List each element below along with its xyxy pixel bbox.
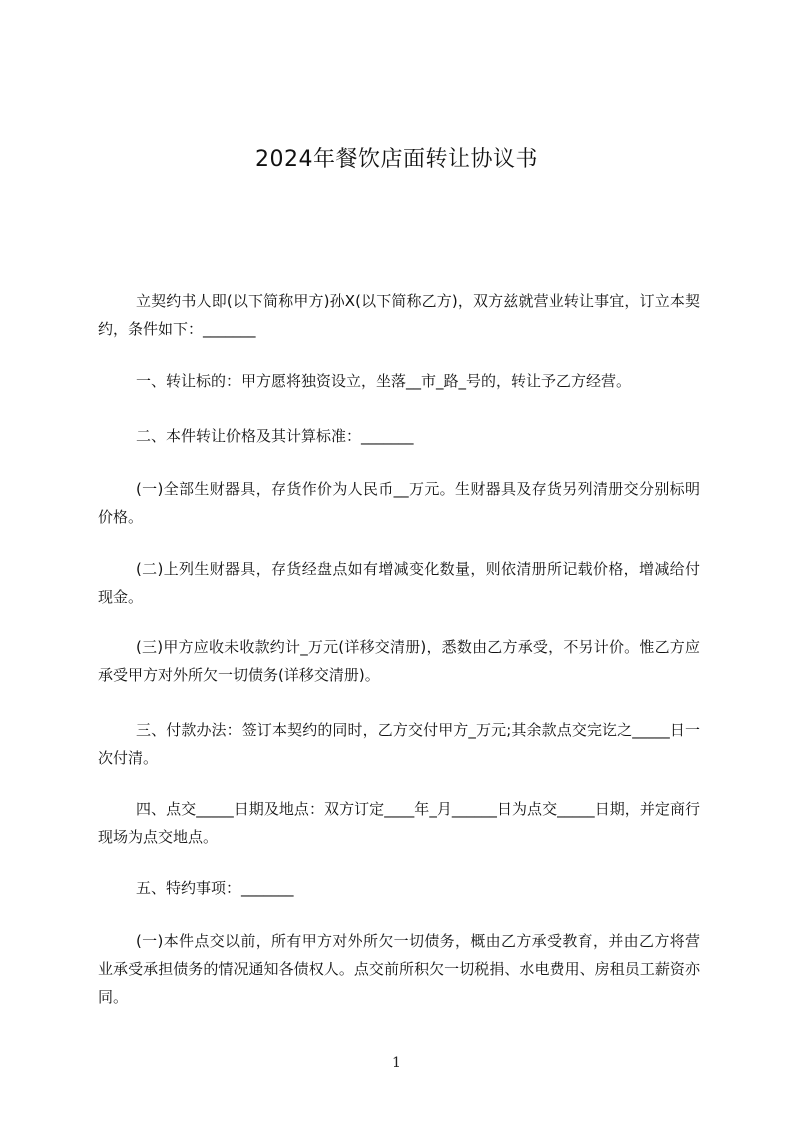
paragraph-section-4: 四、点交_____日期及地点：双方订定____年_月______日为点交_____日期，并定商行现场为点交地点。 bbox=[98, 800, 700, 846]
page-number: 1 bbox=[392, 1055, 401, 1071]
paragraph-section-2: 二、本件转让价格及其计算标准：_______ bbox=[136, 427, 414, 445]
paragraph-section-1: 一、转让标的：甲方愿将独资设立，坐落__市_路_号的，转让予乙方经营。 bbox=[136, 372, 632, 390]
paragraph-section-2-item-2: (二)上列生财器具，存货经盘点如有增减变化数量，则依清册所记载价格，增减给付现金。 bbox=[98, 560, 700, 606]
paragraph-section-2-item-1: (一)全部生财器具，存货作价为人民币__万元。生财器具及存货另列清册交分别标明价格。 bbox=[98, 480, 700, 526]
paragraph-section-5-item-1: (一)本件点交以前，所有甲方对外所欠一切债务，概由乙方承受教育，并由乙方将营业承受承担债务的情况通知各债权人。点交前所积欠一切税捐、水电费用、房租员工薪资亦同。 bbox=[98, 932, 700, 1006]
paragraph-section-2-item-3: (三)甲方应收未收款约计_万元(详移交清册)，悉数由乙方承受，不另计价。惟乙方应承受甲方对外所欠一切债务(详移交清册)。 bbox=[98, 638, 700, 684]
paragraph-section-5: 五、特约事项：_______ bbox=[136, 879, 294, 897]
document-title: 2024年餐饮店面转让协议书 bbox=[255, 147, 538, 172]
paragraph-intro: 立契约书人即(以下简称甲方)孙X(以下简称乙方)，双方兹就营业转让事宜，订立本契约，条件如下：_______ bbox=[98, 292, 700, 338]
paragraph-section-3: 三、付款办法：签订本契约的同时，乙方交付甲方_万元;其余款点交完讫之_____日一次付清。 bbox=[98, 721, 700, 767]
